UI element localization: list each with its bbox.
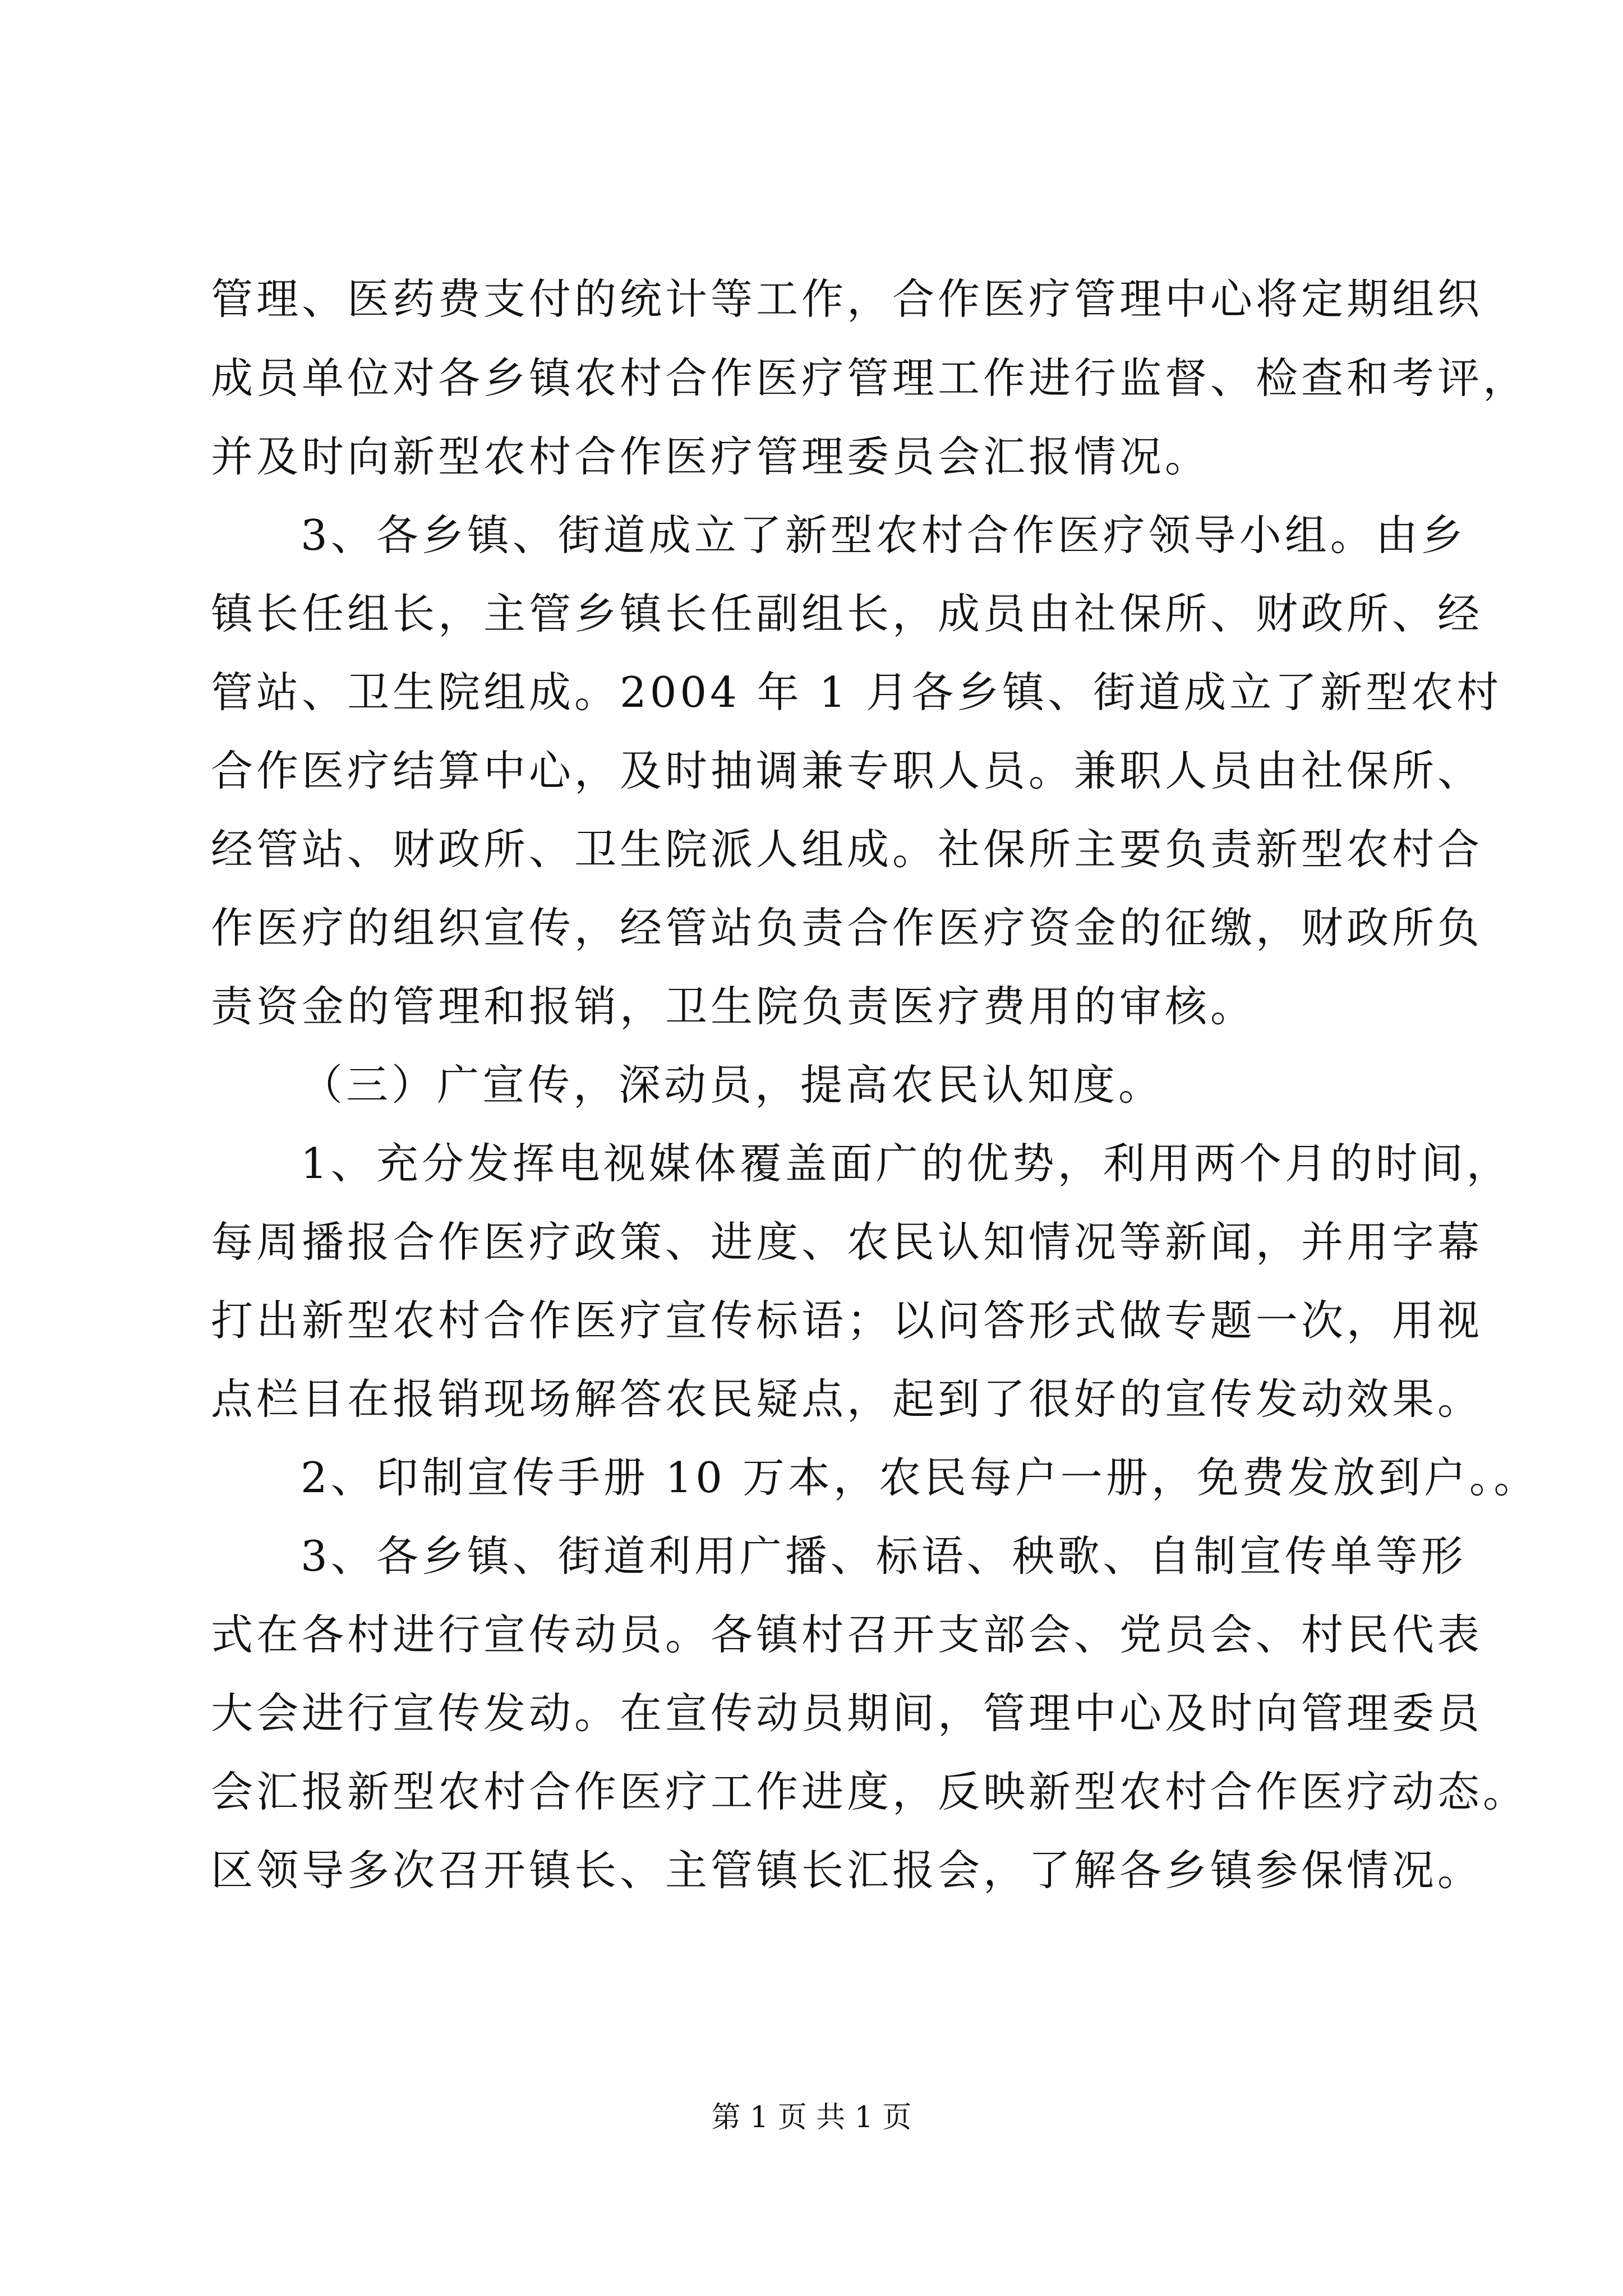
text-line: 责资金的管理和报销，卫生院负责医疗费用的审核。 bbox=[211, 982, 1256, 1031]
text-line: 作医疗的组织宣传，经管站负责合作医疗资金的征缴，财政所负 bbox=[211, 903, 1483, 953]
section-heading: （三）广宣传，深动员，提高农民认知度。 bbox=[301, 1060, 1164, 1110]
text-line: 会汇报新型农村合作医疗工作进度，反映新型农村合作医疗动态。 bbox=[211, 1767, 1529, 1816]
text-line: 3、各乡镇、街道利用广播、标语、秧歌、自制宣传单等形 bbox=[301, 1531, 1467, 1581]
text-line: 1、充分发挥电视媒体覆盖面广的优势，利用两个月的时间， bbox=[301, 1139, 1512, 1188]
text-line: 镇长任组长，主管乡镇长任副组长，成员由社保所、财政所、经 bbox=[211, 589, 1483, 638]
text-line: 管理、医药费支付的统计等工作，合作医疗管理中心将定期组织 bbox=[211, 274, 1483, 324]
text-line: 成员单位对各乡镇农村合作医疗管理工作进行监督、检查和考评， bbox=[211, 353, 1529, 403]
text-line: 点栏目在报销现场解答农民疑点，起到了很好的宣传发动效果。 bbox=[211, 1374, 1483, 1424]
text-line: 2、印制宣传手册 10 万本，农民每户一册，免费发放到户。。 bbox=[301, 1453, 1539, 1502]
text-line: 管站、卫生院组成。2004 年 1 月各乡镇、街道成立了新型农村 bbox=[211, 668, 1502, 717]
text-line: 式在各村进行宣传动员。各镇村召开支部会、党员会、村民代表 bbox=[211, 1610, 1483, 1659]
text-line: 3、各乡镇、街道成立了新型农村合作医疗领导小组。由乡 bbox=[301, 510, 1467, 560]
text-line: 合作医疗结算中心，及时抽调兼专职人员。兼职人员由社保所、 bbox=[211, 746, 1483, 795]
text-line: 打出新型农村合作医疗宣传标语；以问答形式做专题一次，用视 bbox=[211, 1296, 1483, 1345]
text-line: 经管站、财政所、卫生院派人组成。社保所主要负责新型农村合 bbox=[211, 825, 1483, 874]
text-line: 并及时向新型农村合作医疗管理委员会汇报情况。 bbox=[211, 432, 1211, 481]
text-line: 大会进行宣传发动。在宣传动员期间，管理中心及时向管理委员 bbox=[211, 1688, 1483, 1738]
text-line: 每周播报合作医疗政策、进度、农民认知情况等新闻，并用字幕 bbox=[211, 1217, 1483, 1267]
text-line: 区领导多次召开镇长、主管镇长汇报会，了解各乡镇参保情况。 bbox=[211, 1846, 1483, 1895]
page-footer: 第 1 页 共 1 页 bbox=[711, 2101, 912, 2134]
